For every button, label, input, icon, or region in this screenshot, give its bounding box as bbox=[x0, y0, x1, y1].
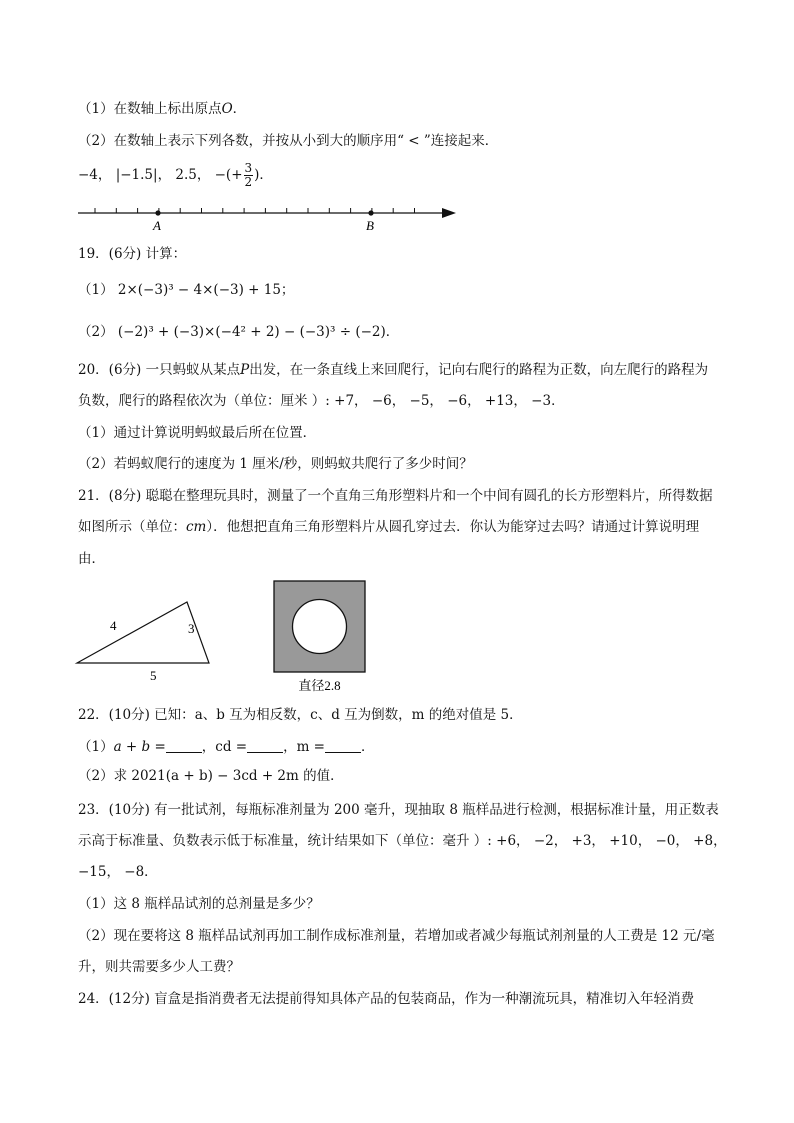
q23-part2-line1: （2）现在要将这 8 瓶样品试剂再加工制作成标准剂量，若增加或者减少每瓶试剂剂量的人工费是 12 元/毫 bbox=[78, 928, 715, 944]
q21-line2: 如图所示（单位：cm）．他想把直角三角形塑料片从圆孔穿过去．你认为能穿过去吗？请通过计算说明理 bbox=[78, 519, 700, 535]
q22-part2: （2）求 2021(a + b) − 3cd + 2m 的值． bbox=[78, 768, 344, 784]
q22-title: 22．(10分) 已知：a、b 互为相反数，c、d 互为倒数，m 的绝对值是 5． bbox=[78, 707, 523, 723]
diameter-label: 直径2.8 bbox=[298, 678, 341, 693]
q23-line3: −15， −8． bbox=[78, 864, 158, 880]
square-hole-figure bbox=[270, 578, 372, 694]
q20-line1: 20．(6分) 一只蚂蚁从某点P出发，在一条直线上来回爬行，记向右爬行的路程为正数，向左爬行的路程为 bbox=[78, 362, 709, 378]
q20-line2: 负数，爬行的路程依次为（单位：厘米 ）: +7， −6， −5， −6， +13， −3． bbox=[78, 393, 565, 409]
circular-hole bbox=[293, 600, 347, 654]
q19-title: 19．(6分) 计算： bbox=[78, 246, 187, 262]
q23-line2: 示高于标准量、负数表示低于标准量，统计结果如下（单位：毫升 ）: +6， −2， +3， +10， −0， +8， bbox=[78, 833, 727, 849]
q23-part2-line2: 升，则共需要多少人工费？ bbox=[78, 959, 240, 975]
point-b-dot bbox=[368, 210, 373, 215]
q22-part1: （1）a + b = ，cd = ，m = ． bbox=[78, 739, 375, 755]
point-a-dot bbox=[155, 210, 160, 215]
q21-line1: 21．(8分) 聪聪在整理玩具时，测量了一个直角三角形塑料片和一个中间有圆孔的长方形塑料片，所得数据 bbox=[78, 488, 713, 504]
q23-part1: （1）这 8 瓶样品试剂的总剂量是多少？ bbox=[78, 896, 320, 912]
q23-line1: 23．(10分) 有一批试剂，每瓶标准剂量为 200 毫升，现抽取 8 瓶样品进行检测，根据标准计量，用正数表 bbox=[78, 802, 719, 818]
q19-part1: （1） 2×(−3)³ − 4×(−3) + 15； bbox=[78, 282, 295, 298]
q19-part2: （2） (−2)³ + (−3)×(−4² + 2) − (−3)³ ÷ (−2)． bbox=[78, 324, 400, 340]
fraction-three-halves: $\frac{3}{2}$ bbox=[244, 161, 253, 189]
point-a-label: A bbox=[153, 218, 161, 233]
triangle-figure bbox=[70, 592, 220, 684]
answer-blank-3[interactable] bbox=[325, 740, 361, 753]
q18-part2: （2）在数轴上表示下列各数，并按从小到大的顺序用“ < ”连接起来． bbox=[78, 133, 499, 149]
q18-part1: （1）在数轴上标出原点O． bbox=[78, 101, 247, 117]
q20-part1: （1）通过计算说明蚂蚁最后所在位置． bbox=[78, 425, 317, 441]
q18-numbers: −4， |−1.5|， 2.5， −(+ $\frac{3}{2}$ )． bbox=[78, 161, 273, 189]
side-label-4: 4 bbox=[110, 618, 117, 633]
answer-blank-2[interactable] bbox=[247, 740, 283, 753]
point-b-label: B bbox=[366, 218, 374, 233]
number-line bbox=[70, 200, 470, 238]
q21-line3: 由． bbox=[78, 551, 105, 567]
side-label-3: 3 bbox=[188, 621, 195, 636]
answer-blank-1[interactable] bbox=[166, 740, 202, 753]
q20-part2: （2）若蚂蚁爬行的速度为 1 厘米/秒，则蚂蚁共爬行了多少时间？ bbox=[78, 456, 473, 472]
q24-line1: 24．(12分) 盲盒是指消费者无法提前得知具体产品的包装商品，作为一种潮流玩具，精准切入年轻消费 bbox=[78, 991, 695, 1007]
side-label-5: 5 bbox=[150, 668, 157, 683]
